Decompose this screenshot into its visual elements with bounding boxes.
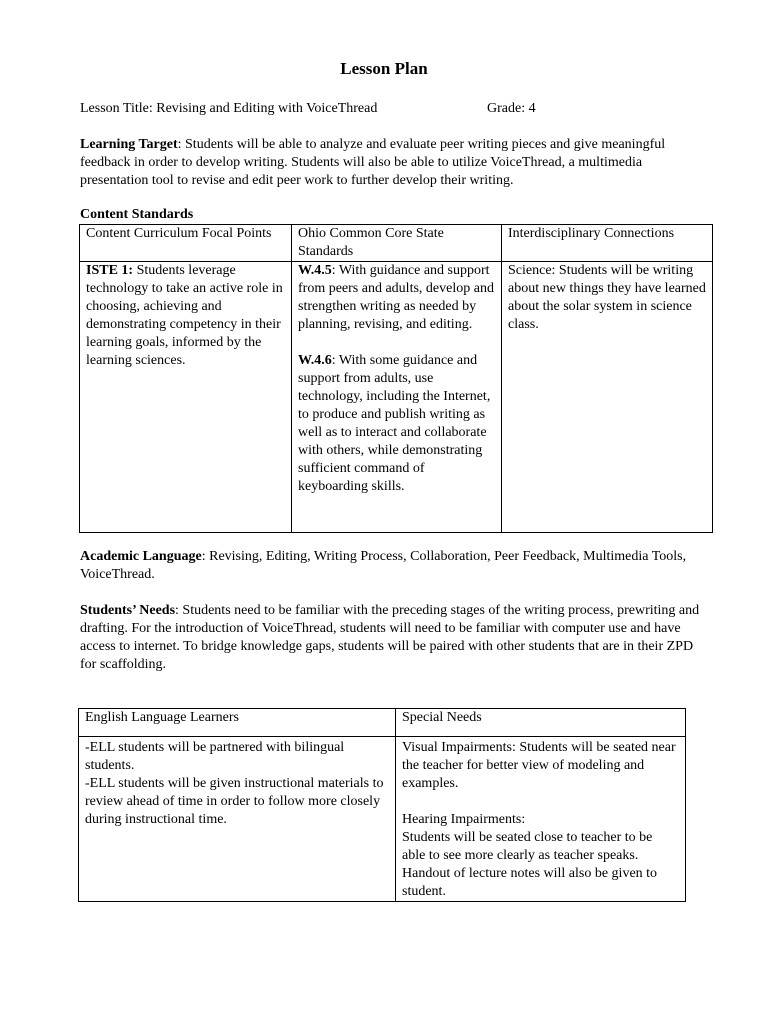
w45-label: W.4.5: [298, 263, 332, 278]
cell-special-needs: [396, 737, 686, 902]
hearing-impairments-label: Hearing Impairments:: [402, 812, 526, 827]
w46-label: W.4.6: [298, 353, 332, 368]
ell-item-1: -ELL students will be partnered with bilingual students.: [85, 740, 345, 773]
page-title: Lesson Plan: [340, 59, 428, 78]
header-focal-points: Content Curriculum Focal Points: [80, 225, 292, 262]
hearing-impairments-text: Students will be seated close to teacher to be able to see more clearly as teacher speaks.: [402, 830, 653, 863]
cell-ell: [79, 737, 396, 902]
students-needs: [80, 602, 710, 674]
standard-w46: [298, 352, 495, 496]
learning-target: [80, 136, 710, 190]
table-row: [80, 262, 713, 533]
iste-label: ISTE 1:: [86, 263, 134, 278]
learning-target-text: : Students will be able to analyze and evaluate peer writing pieces and give meaningful feedback in order to develop writing. Students will also be able to utilize VoiceThread, a multimedia presentation tool to revise and edit peer work to further develop their writing.: [80, 137, 666, 188]
w46-text: : With some guidance and support from adults, use technology, including the Internet, to produce and publish writing as well as to interact and collaborate with others, while demonstrating sufficient command of keyboarding skills.: [298, 353, 491, 494]
handout-note: Handout of lecture notes will also be given to student.: [402, 866, 658, 899]
students-needs-label: Students’ Needs: [80, 603, 176, 618]
students-needs-text: : Students need to be familiar with the preceding stages of the writing process, prewriting and drafting. For the introduction of VoiceThread, students will need to be familiar with computer use and have access to internet. To bridge knowledge gaps, students will be paired with other students that are in their ZPD for scaffolding.: [80, 603, 700, 672]
lesson-info-row: [80, 100, 700, 118]
academic-language: [80, 548, 710, 584]
header-special-needs: Special Needs: [396, 709, 686, 737]
w45-text: : With guidance and support from peers and adults, develop and strengthen writing as needed by planning, revising, and editing.: [298, 263, 494, 332]
grade-level: Grade: 4: [487, 101, 536, 116]
table-row: [79, 737, 686, 902]
ell-item-2: -ELL students will be given instructional materials to review ahead of time in order to follow more closely during instructional time.: [85, 776, 384, 827]
table-row: [79, 709, 686, 737]
academic-language-text: : Revising, Editing, Writing Process, Collaboration, Peer Feedback, Multimedia Tools, VoiceThread.: [80, 549, 687, 582]
header-ell: English Language Learners: [79, 709, 396, 737]
header-interdisciplinary: Interdisciplinary Connections: [502, 225, 713, 262]
content-standards-table: [79, 224, 713, 533]
cell-interdisciplinary: Science: Students will be writing about new things they have learned about the solar system in science class.: [502, 262, 713, 533]
lesson-title: Lesson Title: Revising and Editing with VoiceThread: [80, 101, 378, 116]
learning-target-label: Learning Target: [80, 137, 178, 152]
needs-table: [78, 708, 686, 902]
cell-iste: [80, 262, 292, 533]
cell-standards: [292, 262, 502, 533]
content-standards-heading: Content Standards: [80, 207, 194, 222]
academic-language-label: Academic Language: [80, 549, 202, 564]
iste-text: Students leverage technology to take an active role in choosing, achieving and demonstrating competency in their learning goals, informed by the learning sciences.: [86, 263, 283, 368]
header-common-core: Ohio Common Core State Standards: [292, 225, 502, 262]
table-row: [80, 225, 713, 262]
standard-w45: [298, 262, 495, 334]
visual-impairments: Visual Impairments: Students will be seated near the teacher for better view of modeling and examples.: [402, 740, 676, 791]
